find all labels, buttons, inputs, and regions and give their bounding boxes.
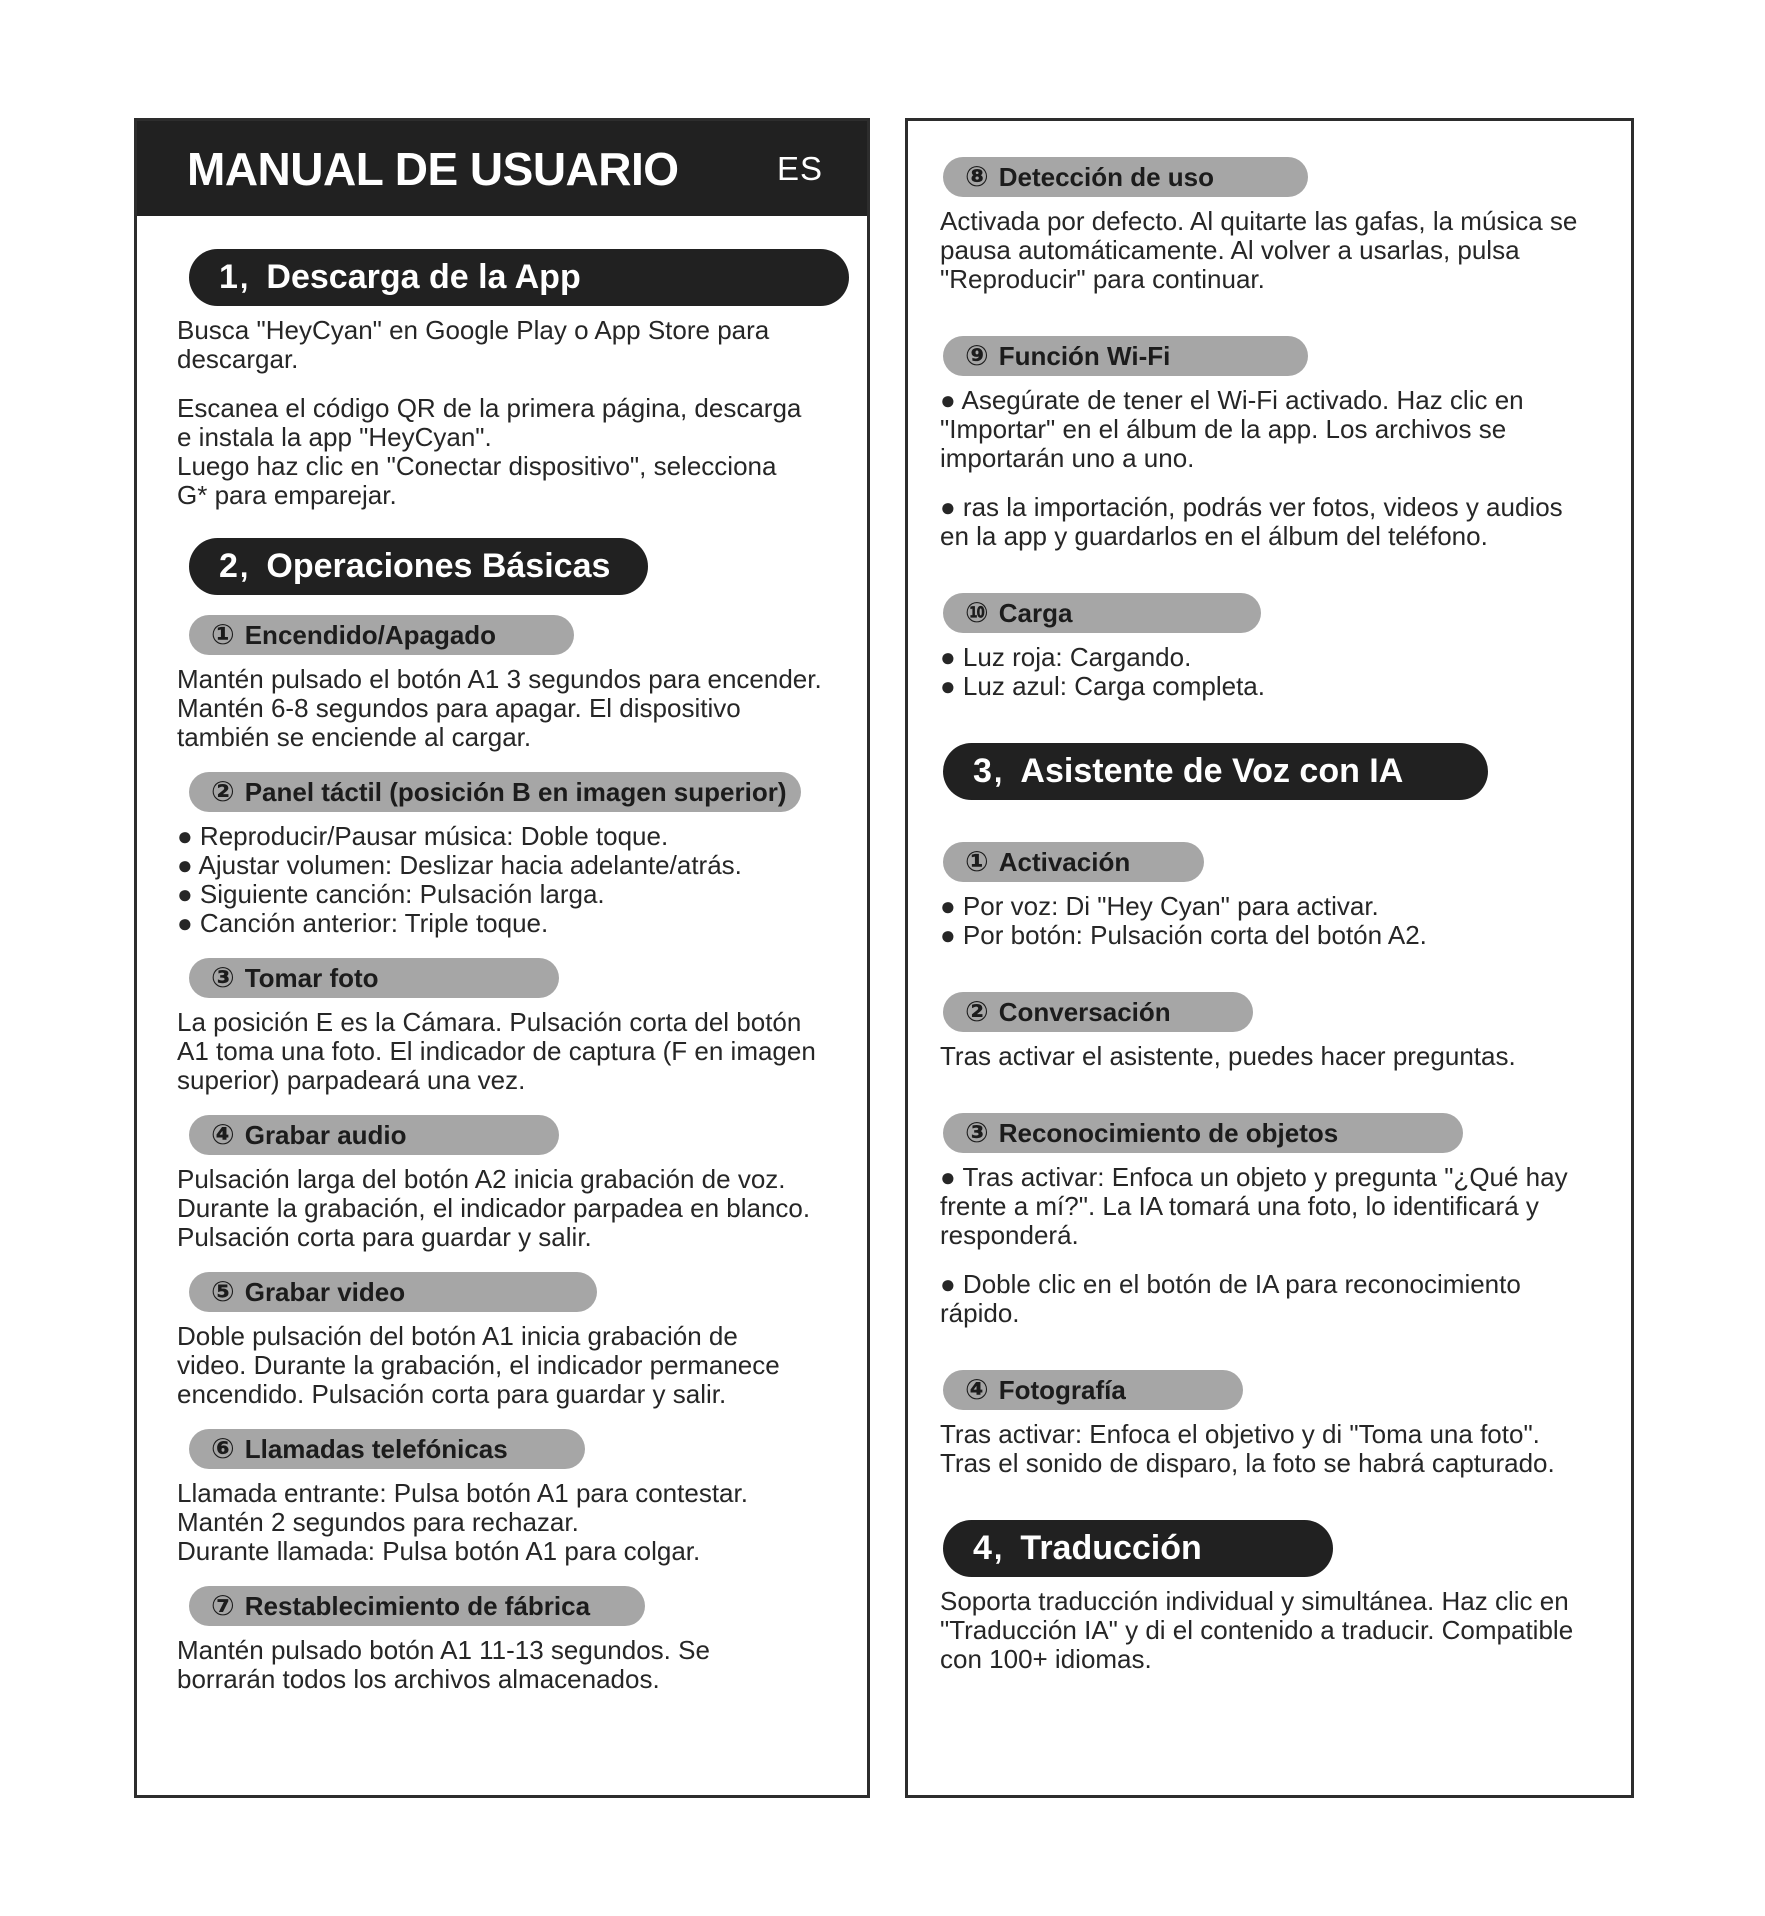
sub-reset-header — [189, 1586, 645, 1626]
section-1-number: 1 , — [219, 258, 248, 296]
manual-title: MANUAL DE USUARIO — [187, 142, 679, 195]
right-page-panel — [905, 118, 1634, 1798]
sub-charge-number: ⑩ — [965, 597, 989, 628]
sub-audio-number: ④ — [211, 1119, 235, 1150]
sub-power-number: ① — [211, 619, 235, 650]
sub-power-header — [189, 615, 574, 655]
sub-touchpad-title: Panel táctil (posición B en imagen superior) — [244, 777, 787, 807]
para-reset: Mantén pulsado botón A1 11-13 segundos. Se borrarán todos los archivos almacenados. — [177, 1635, 710, 1694]
para-wear-detect: Activada por defecto. Al quitarte las gafas, la música se pausa automáticamente. Al volver a usarlas, pulsa "Reproducir" para continuar. — [940, 206, 1578, 294]
section-3-title: Asistente de Voz con IA — [1020, 752, 1404, 790]
sub-wifi-number: ⑨ — [965, 340, 989, 371]
sub-recognition-title: Reconocimiento de objetos — [998, 1118, 1339, 1148]
section-3-header — [943, 743, 1488, 800]
left-content — [137, 249, 867, 1694]
sub-touchpad-header — [189, 772, 801, 812]
para-aiphoto: Tras activar: Enfoca el objetivo y di "Toma una foto". Tras el sonido de disparo, la foto se habrá capturado. — [940, 1419, 1555, 1478]
para-activation: ● Por voz: Di "Hey Cyan" para activar. ● Por botón: Pulsación corta del botón A2. — [940, 891, 1427, 950]
para-power: Mantén pulsado el botón A1 3 segundos para encender. Mantén 6-8 segundos para apagar. El dispositivo también se enciende al cargar. — [177, 664, 822, 752]
para-takephoto: La posición E es la Cámara. Pulsación corta del botón A1 toma una foto. El indicador de captura (F en imagen superior) parpadeará una vez. — [177, 1007, 816, 1095]
sub-video-title: Grabar video — [244, 1277, 406, 1307]
sub-wifi-header — [943, 336, 1308, 376]
para-touchpad-bullets: ● Reproducir/Pausar música: Doble toque. ● Ajustar volumen: Deslizar hacia adelante/atrás. ● Siguiente canción: Pulsación larga. ● Canción anterior: Triple toque. — [177, 821, 742, 938]
para-charge: ● Luz roja: Cargando. ● Luz azul: Carga completa. — [940, 642, 1265, 701]
para-video: Doble pulsación del botón A1 inicia grabación de video. Durante la grabación, el indicador permanece encendido. Pulsación corta para guardar y salir. — [177, 1321, 780, 1409]
sub-activation-header — [943, 842, 1204, 882]
para-recognition-quick: ● Doble clic en el botón de IA para reconocimiento rápido. — [940, 1269, 1521, 1328]
para-qr-scan: Escanea el código QR de la primera página, descarga e instala la app "HeyCyan". Luego haz clic en "Conectar dispositivo", selecciona G* para emparejar. — [177, 393, 802, 510]
para-conversation: Tras activar el asistente, puedes hacer preguntas. — [940, 1041, 1516, 1071]
sub-aiphoto-header — [943, 1370, 1243, 1410]
sub-takephoto-title: Tomar foto — [244, 963, 379, 993]
section-4-title: Traducción — [1020, 1529, 1202, 1567]
section-2-title: Operaciones Básicas — [266, 547, 611, 585]
para-wifi-view: ● ras la importación, podrás ver fotos, videos y audios en la app y guardarlos en el álbum del teléfono. — [940, 492, 1563, 551]
title-bar — [137, 121, 867, 216]
sub-calls-header — [189, 1429, 585, 1469]
sub-conversation-number: ② — [965, 996, 989, 1027]
sub-wifi-title: Función Wi-Fi — [998, 341, 1171, 371]
sub-charge-title: Carga — [998, 598, 1073, 628]
para-calls: Llamada entrante: Pulsa botón A1 para contestar. Mantén 2 segundos para rechazar. Durante llamada: Pulsa botón A1 para colgar. — [177, 1478, 748, 1566]
sub-conversation-title: Conversación — [998, 997, 1171, 1027]
sub-aiphoto-number: ④ — [965, 1374, 989, 1405]
sub-audio-header — [189, 1115, 559, 1155]
sub-calls-number: ⑥ — [211, 1433, 235, 1464]
section-2-header — [189, 538, 648, 595]
para-recognition: ● Tras activar: Enfoca un objeto y pregunta "¿Qué hay frente a mí?". La IA tomará una foto, lo identificará y responderá. — [940, 1162, 1568, 1250]
sub-aiphoto-title: Fotografía — [998, 1375, 1126, 1405]
sub-charge-header — [943, 593, 1261, 633]
sub-calls-title: Llamadas telefónicas — [244, 1434, 508, 1464]
sub-video-number: ⑤ — [211, 1276, 235, 1307]
section-1-title: Descarga de la App — [266, 258, 581, 296]
sub-reset-title: Restablecimiento de fábrica — [244, 1591, 591, 1621]
sub-wear-header — [943, 157, 1308, 197]
sub-takephoto-header — [189, 958, 559, 998]
sub-reset-number: ⑦ — [211, 1590, 235, 1621]
sub-activation-number: ① — [965, 846, 989, 877]
section-4-header — [943, 1520, 1333, 1577]
sub-power-title: Encendido/Apagado — [244, 620, 497, 650]
left-page-panel — [134, 118, 870, 1798]
language-badge: ES — [776, 149, 823, 187]
para-wifi-import: ● Asegúrate de tener el Wi-Fi activado. Haz clic en "Importar" en el álbum de la app. Los archivos se importarán uno a uno. — [940, 385, 1524, 473]
sub-wear-number: ⑧ — [965, 161, 989, 192]
sub-takephoto-number: ③ — [211, 962, 235, 993]
sub-activation-title: Activación — [998, 847, 1131, 877]
para-audio: Pulsación larga del botón A2 inicia grabación de voz. Durante la grabación, el indicador parpadea en blanco. Pulsación corta para guardar y salir. — [177, 1164, 811, 1252]
sub-recognition-number: ③ — [965, 1117, 989, 1148]
sub-video-header — [189, 1272, 597, 1312]
sub-audio-title: Grabar audio — [244, 1120, 407, 1150]
sub-conversation-header — [943, 992, 1253, 1032]
section-1-header — [189, 249, 849, 306]
sub-wear-title: Detección de uso — [998, 162, 1214, 192]
section-4-number: 4 , — [973, 1529, 1002, 1567]
para-translation: Soporta traducción individual y simultánea. Haz clic en "Traducción IA" y di el contenido a traducir. Compatible con 100+ idiomas. — [940, 1586, 1574, 1674]
section-2-number: 2 , — [219, 547, 248, 585]
sub-touchpad-number: ② — [211, 776, 235, 807]
section-3-number: 3 , — [973, 752, 1002, 790]
right-content — [908, 157, 1631, 1674]
para-app-search: Busca "HeyCyan" en Google Play o App Store para descargar. — [177, 315, 770, 374]
sub-recognition-header — [943, 1113, 1463, 1153]
